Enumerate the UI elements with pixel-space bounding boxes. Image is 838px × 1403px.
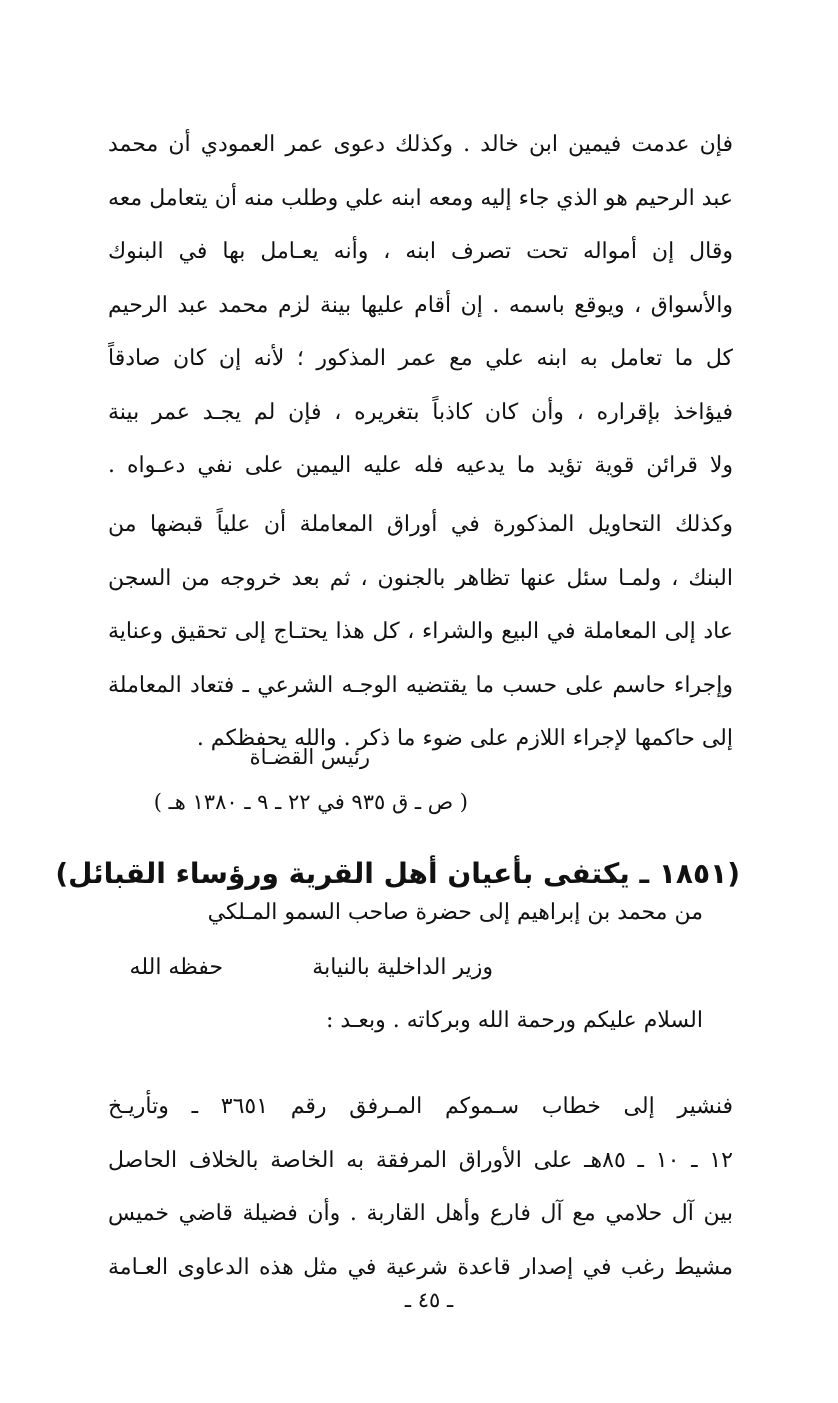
paragraph-2 (108, 498, 733, 766)
text-line: كل ما تعامل به ابنه علي مع عمر المذكور ؛ لأنه إن كان صادقاً (108, 346, 733, 371)
text-line: إلى حاكمها لإجراء اللازم على ضوء ما ذكر . والله يحفظكم . (196, 726, 733, 751)
greeting-line: السلام عليكم ورحمة الله وبركاته . وبعـد : (326, 1008, 703, 1033)
signer-title: رئيس القضـاة (249, 745, 370, 769)
text-line: فإن عدمت فيمين ابن خالد . وكذلك دعوى عمر العمودي أن محمد (108, 132, 733, 157)
recipient-title: وزير الداخلية بالنيابة (312, 955, 493, 980)
page-number: ـ ٤٥ ـ (404, 1288, 454, 1312)
reference-number: ( ص ـ ق ٩٣٥ في ٢٢ ـ ٩ ـ ١٣٨٠ هـ ) (153, 790, 468, 814)
text-line: عبد الرحيم هو الذي جاء إليه ومعه ابنه علي وطلب منه أن يتعامل معه (108, 185, 733, 211)
text-line: ١٢ ـ ١٠ ـ ٨٥هـ على الأوراق المرفقة به الخاصة بالخلاف الحاصل (108, 1147, 733, 1173)
text-line: وإجراء حاسم على حسب ما يقتضيه الوجـه الشرعي ـ فتعاد المعاملة (108, 672, 733, 698)
text-line: بين آل حلامي مع آل فارع وأهل القاربة . وأن فضيلة قاضي خميس (108, 1201, 733, 1226)
paragraph-1 (108, 118, 733, 493)
text-line: فنشير إلى خطاب سـموكم المـرفق رقم ٣٦٥١ ـ وتأريـخ (108, 1094, 733, 1119)
text-line: فيؤاخذ بإقراره ، وأن كان كاذباً بتغريره ، فإن لم يجـد عمر بينة (108, 399, 733, 425)
paragraph-3 (108, 1080, 733, 1294)
text-line: وقال إن أمواله تحت تصرف ابنه ، وأنه يعـامل بها في البنوك (108, 239, 733, 264)
letter-from-line: من محمد بن إبراهيم إلى حضرة صاحب السمو المـلكي (207, 900, 703, 925)
text-line: عاد إلى المعاملة في البيع والشراء ، كل هذا يحتـاج إلى تحقيق وعناية (108, 619, 733, 644)
text-line: البنك ، ولمـا سئل عنها تظاهر بالجنون ، ثم بعد خروجه من السجن (108, 565, 733, 591)
text-line: ولا قرائن قوية تؤيد ما يدعيه فله عليه اليمين على نفي دعـواه . (108, 453, 733, 478)
text-line: والأسواق ، ويوقع باسمه . إن أقام عليها بينة لزم محمد عبد الرحيم (108, 292, 733, 318)
text-line: وكذلك التحاويل المذكورة في أوراق المعاملة أن علياً قبضها من (108, 512, 733, 537)
recipient-blessing: حفظه الله (129, 955, 223, 980)
text-line: مشيط رغب في إصدار قاعدة شرعية في مثل هذه الدعاوى العـامة (108, 1254, 733, 1280)
section-heading: (١٨٥١ ـ يكتفى بأعيان أهل القرية ورؤساء القبائل) (55, 857, 740, 890)
